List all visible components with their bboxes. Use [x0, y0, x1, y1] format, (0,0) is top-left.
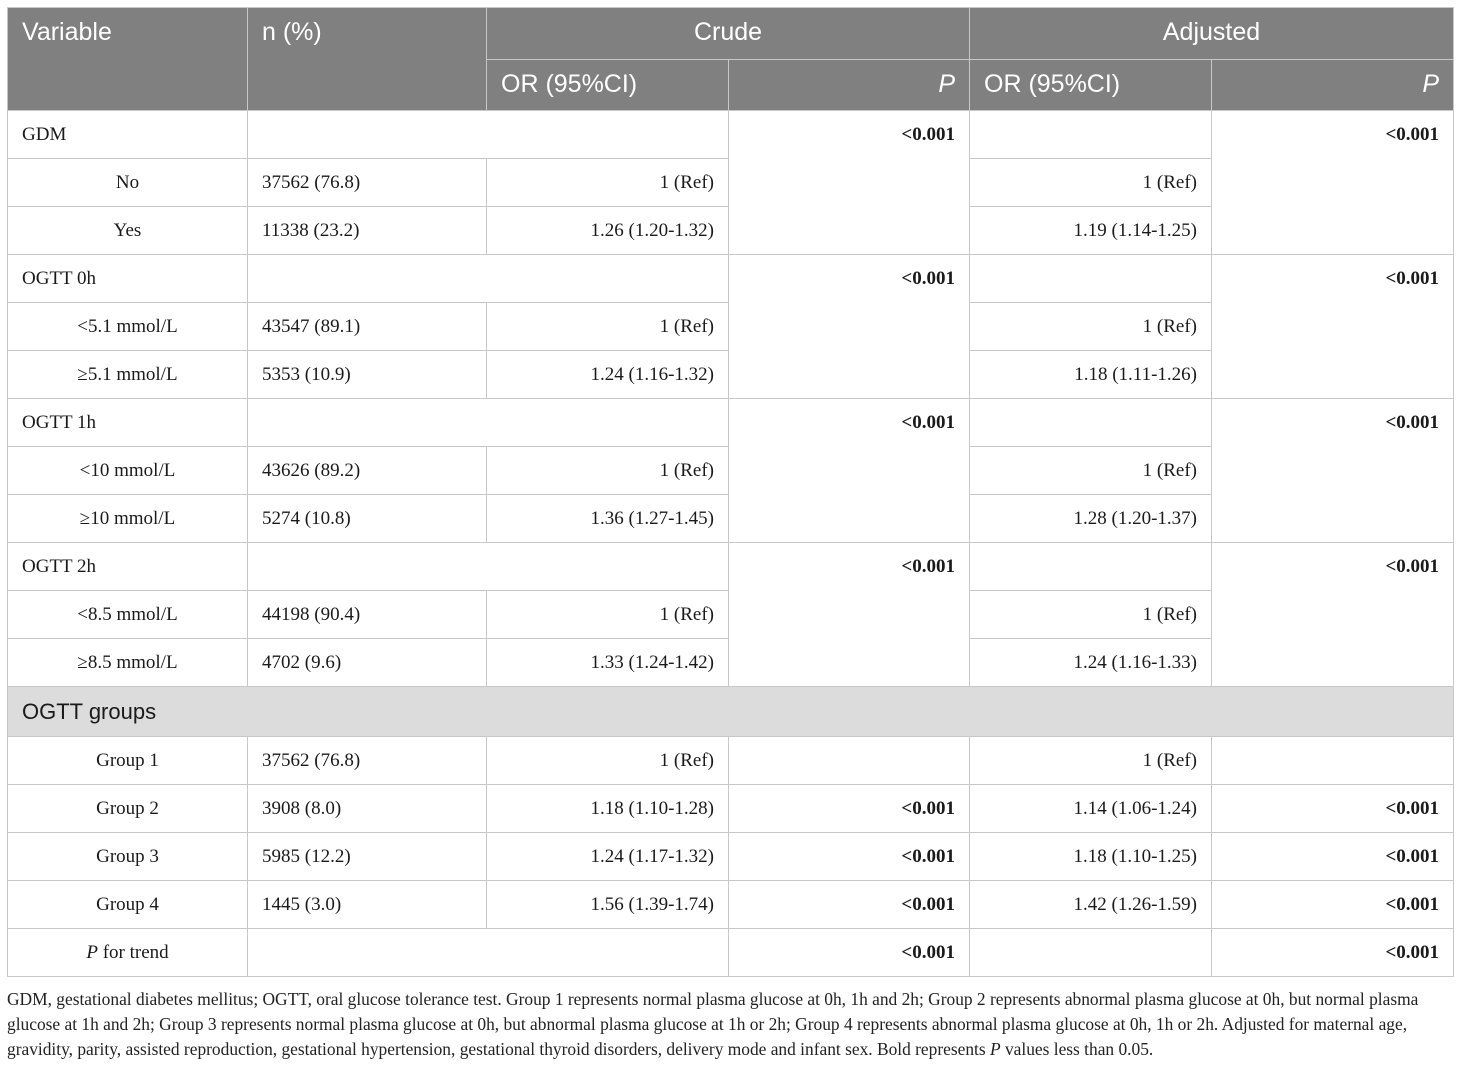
crude-or: 1.24 (1.17-1.32): [487, 833, 729, 881]
adjusted-p-value: <0.001: [1212, 881, 1454, 929]
empty-cell: [248, 399, 729, 447]
variable-label: OGTT 2h: [8, 543, 248, 591]
empty-cell: [248, 111, 729, 159]
crude-or: 1 (Ref): [487, 447, 729, 495]
adjusted-p-value: <0.001: [1212, 785, 1454, 833]
crude-or: 1 (Ref): [487, 303, 729, 351]
group-label: Group 3: [8, 833, 248, 881]
group-label: Group 4: [8, 881, 248, 929]
trend-label: P for trend: [8, 929, 248, 977]
table-row: [8, 881, 1454, 929]
category-label: No: [8, 159, 248, 207]
n-percent: 11338 (23.2): [248, 207, 487, 255]
header-crude-p: P: [729, 60, 970, 111]
adjusted-or: 1 (Ref): [970, 159, 1212, 207]
odds-ratio-table: [7, 7, 1454, 977]
table-row: [8, 111, 1454, 159]
adjusted-or: 1.18 (1.10-1.25): [970, 833, 1212, 881]
category-label: Yes: [8, 207, 248, 255]
n-percent: 37562 (76.8): [248, 159, 487, 207]
crude-or: 1.36 (1.27-1.45): [487, 495, 729, 543]
crude-p-value: <0.001: [729, 785, 970, 833]
empty-cell: [970, 543, 1212, 591]
header-crude-or: OR (95%CI): [487, 60, 729, 111]
adjusted-or: 1 (Ref): [970, 447, 1212, 495]
n-percent: 37562 (76.8): [248, 737, 487, 785]
adjusted-or: 1.14 (1.06-1.24): [970, 785, 1212, 833]
category-label: <10 mmol/L: [8, 447, 248, 495]
adjusted-p-value: <0.001: [1212, 833, 1454, 881]
variable-label: GDM: [8, 111, 248, 159]
category-label: ≥5.1 mmol/L: [8, 351, 248, 399]
section-label: OGTT groups: [8, 687, 1454, 737]
header-adjusted-or: OR (95%CI): [970, 60, 1212, 111]
n-percent: 4702 (9.6): [248, 639, 487, 687]
empty-cell: [970, 399, 1212, 447]
crude-or: 1.33 (1.24-1.42): [487, 639, 729, 687]
n-percent: 44198 (90.4): [248, 591, 487, 639]
empty-cell: [248, 929, 729, 977]
adjusted-or: 1 (Ref): [970, 303, 1212, 351]
section-row: [8, 687, 1454, 737]
table-row: [8, 785, 1454, 833]
variable-label: OGTT 0h: [8, 255, 248, 303]
table-footnote: GDM, gestational diabetes mellitus; OGTT, oral glucose tolerance test. Group 1 represents normal plasma glucose at 0h, 1h and 2h; Group 2 represents abnormal plasma glucose at 0h, but normal plasma glucose at 1h and 2h; Group 3 represents normal plasma glucose at 0h, but abnormal plasma glucose at 1h or 2h; Group 4 represents abnormal plasma glucose at 0h, 1h or 2h. Adjusted for maternal age, gravidity, parity, assisted reproduction, gestational hypertension, gestational thyroid disorders, delivery mode and infant sex. Bold represents P values less than 0.05.: [7, 989, 1419, 1059]
empty-cell: [970, 111, 1212, 159]
n-percent: 5274 (10.8): [248, 495, 487, 543]
empty-cell: [248, 543, 729, 591]
table-row: [8, 543, 1454, 591]
crude-or: 1 (Ref): [487, 591, 729, 639]
table-row: [8, 929, 1454, 977]
table-row: [8, 737, 1454, 785]
header-crude: Crude: [487, 8, 970, 60]
adjusted-p-value: <0.001: [1212, 399, 1454, 543]
adjusted-or: 1 (Ref): [970, 591, 1212, 639]
n-percent: 43547 (89.1): [248, 303, 487, 351]
crude-p-value: <0.001: [729, 255, 970, 399]
group-label: Group 2: [8, 785, 248, 833]
group-label: Group 1: [8, 737, 248, 785]
adjusted-or: 1.18 (1.11-1.26): [970, 351, 1212, 399]
header-adjusted: Adjusted: [970, 8, 1454, 60]
crude-p-value: <0.001: [729, 399, 970, 543]
adjusted-p-value: <0.001: [1212, 255, 1454, 399]
category-label: ≥10 mmol/L: [8, 495, 248, 543]
crude-p-value: <0.001: [729, 111, 970, 255]
crude-or: 1.18 (1.10-1.28): [487, 785, 729, 833]
crude-p-value: <0.001: [729, 543, 970, 687]
table-row: [8, 399, 1454, 447]
adjusted-p-trend: <0.001: [1212, 929, 1454, 977]
adjusted-or: 1.42 (1.26-1.59): [970, 881, 1212, 929]
empty-cell: [970, 929, 1212, 977]
n-percent: 43626 (89.2): [248, 447, 487, 495]
n-percent: 5985 (12.2): [248, 833, 487, 881]
empty-cell: [970, 255, 1212, 303]
crude-p-value: <0.001: [729, 833, 970, 881]
adjusted-p-value: [1212, 737, 1454, 785]
adjusted-or: 1.19 (1.14-1.25): [970, 207, 1212, 255]
crude-or: 1.26 (1.20-1.32): [487, 207, 729, 255]
table-row: [8, 833, 1454, 881]
crude-p-trend: <0.001: [729, 929, 970, 977]
crude-p-value: <0.001: [729, 881, 970, 929]
crude-or: 1.56 (1.39-1.74): [487, 881, 729, 929]
category-label: ≥8.5 mmol/L: [8, 639, 248, 687]
adjusted-or: 1.24 (1.16-1.33): [970, 639, 1212, 687]
crude-or: 1.24 (1.16-1.32): [487, 351, 729, 399]
adjusted-p-value: <0.001: [1212, 111, 1454, 255]
table-row: [8, 255, 1454, 303]
crude-p-value: [729, 737, 970, 785]
variable-label: OGTT 1h: [8, 399, 248, 447]
n-percent: 5353 (10.9): [248, 351, 487, 399]
header-n-percent: n (%): [248, 8, 487, 111]
n-percent: 1445 (3.0): [248, 881, 487, 929]
adjusted-or: 1.28 (1.20-1.37): [970, 495, 1212, 543]
header-adjusted-p: P: [1212, 60, 1454, 111]
category-label: <8.5 mmol/L: [8, 591, 248, 639]
header-variable: Variable: [8, 8, 248, 111]
crude-or: 1 (Ref): [487, 737, 729, 785]
adjusted-or: 1 (Ref): [970, 737, 1212, 785]
crude-or: 1 (Ref): [487, 159, 729, 207]
empty-cell: [248, 255, 729, 303]
category-label: <5.1 mmol/L: [8, 303, 248, 351]
adjusted-p-value: <0.001: [1212, 543, 1454, 687]
n-percent: 3908 (8.0): [248, 785, 487, 833]
results-table-container: [7, 7, 1453, 977]
